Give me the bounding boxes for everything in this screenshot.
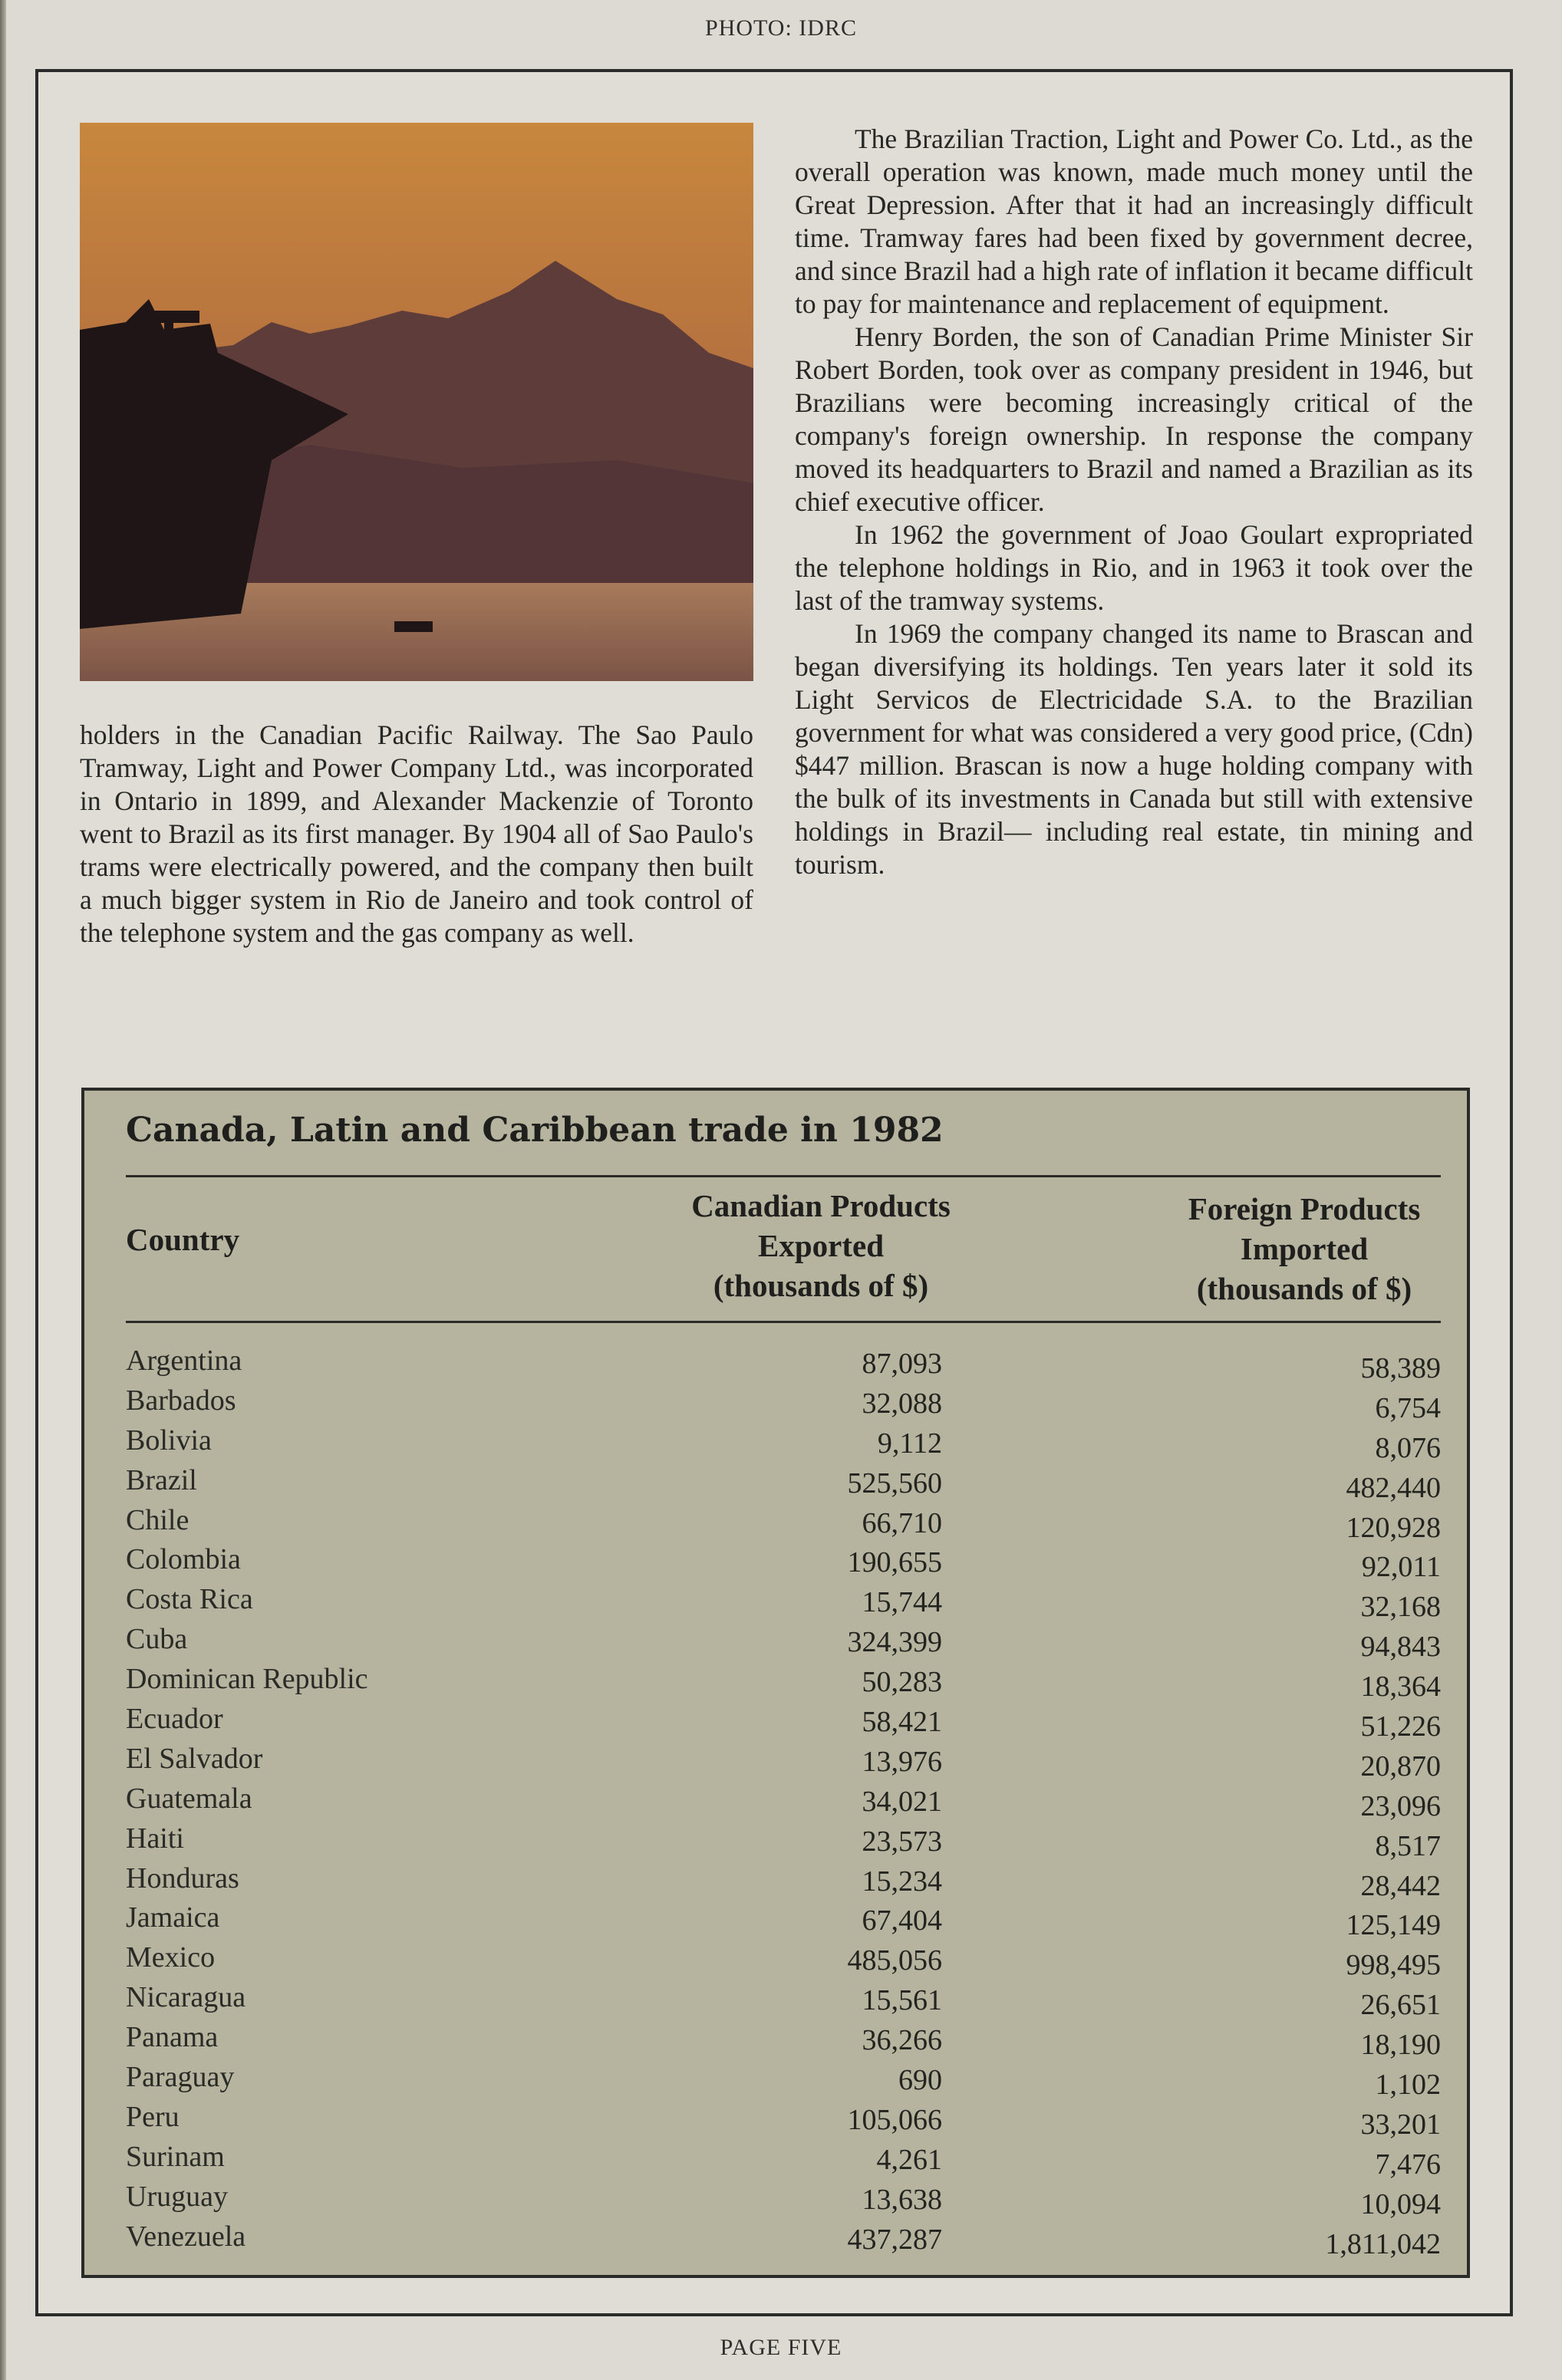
photo-credit: PHOTO: IDRC bbox=[705, 15, 857, 41]
table-row: Paraguay 690 1,102 bbox=[126, 2061, 1441, 2102]
paragraph: In 1969 the company changed its name to Brascan and began diversifying its holdings. Ten years later it sold its Light Servicos de Electricidade S.A. to the Brazilian government for what was considered a very good price, (Cdn) $447 million. Brascan is now a huge holding company with the bulk of its investments in Canada but still with extensive holdings in Brazil— including real estate, tin mining and tourism. bbox=[795, 618, 1473, 880]
paragraph: Henry Borden, the son of Canadian Prime Minister Sir Robert Borden, took over as company president in 1946, but Brazilians were becoming increasingly critical of the company's foreign ownership. In response the company moved its headquarters to Brazil and named a Brazilian as its chief executive officer. bbox=[795, 321, 1473, 517]
paragraph: In 1962 the government of Joao Goulart expropriated the telephone holdings in Rio, and in 1963 it took over the last of the tramway systems. bbox=[795, 519, 1473, 616]
table-row: Chile 66,710 120,928 bbox=[126, 1503, 1441, 1544]
right-text-column bbox=[795, 123, 1473, 881]
paragraph: holders in the Canadian Pacific Railway. The Sao Paulo Tramway, Light and Power Company Ltd., was incorporated in Ontario in 1899, and Alexander Mackenzie of Toronto went to Brazil as its first manager. By 1904 all of Sao Paulo's trams were electrically powered, and the company then built a much bigger system in Rio de Janeiro and took control of the telephone system and the gas company as well. bbox=[80, 719, 753, 948]
table-row: Bolivia 9,112 8,076 bbox=[126, 1424, 1441, 1464]
table-row: Argentina 87,093 58,389 bbox=[126, 1345, 1441, 1384]
table-row: Brazil 525,560 482,440 bbox=[126, 1463, 1441, 1504]
table-row: Honduras 15,234 28,442 bbox=[126, 1862, 1441, 1902]
table-row: Peru 105,066 33,201 bbox=[126, 2100, 1441, 2141]
ship-silhouette-image bbox=[80, 123, 753, 681]
table-row: Colombia 190,655 92,011 bbox=[126, 1543, 1441, 1584]
table-row: Surinam 4,261 7,476 bbox=[126, 2140, 1441, 2181]
table-row: Nicaragua 15,561 26,651 bbox=[126, 1981, 1441, 2022]
table-row: Ecuador 58,421 51,226 bbox=[126, 1703, 1441, 1743]
table-row: Panama 36,266 18,190 bbox=[126, 2021, 1441, 2062]
table-row: Cuba 324,399 94,843 bbox=[126, 1623, 1441, 1664]
left-text-column bbox=[80, 719, 753, 950]
column-header-exported: Canadian Products Exported (thousands of $) bbox=[691, 1188, 951, 1303]
harbor-sunset-photo bbox=[80, 123, 753, 681]
table-row: Haiti 23,573 8,517 bbox=[126, 1822, 1441, 1862]
title-rule bbox=[126, 1175, 1441, 1177]
table-row: Guatemala 34,021 23,096 bbox=[126, 1782, 1441, 1822]
table-title: Canada, Latin and Caribbean trade in 1982 bbox=[126, 1111, 944, 1150]
page-number: PAGE FIVE bbox=[720, 2335, 842, 2360]
table-row: Mexico 485,056 998,495 bbox=[126, 1941, 1441, 1982]
page-spine bbox=[0, 0, 6, 2380]
table-row: Costa Rica 15,744 32,168 bbox=[126, 1583, 1441, 1624]
column-header-country: Country bbox=[126, 1222, 240, 1257]
table-body bbox=[126, 1344, 1441, 2259]
paragraph: The Brazilian Traction, Light and Power Co. Ltd., as the overall operation was known, made much money until the Great Depression. After that it had an increasingly difficult time. Tramway fares had been fixed by government decree, and since Brazil had a high rate of inflation it became difficult to pay for maintenance and replacement of equipment. bbox=[795, 123, 1473, 319]
table-row: Jamaica 67,404 125,149 bbox=[126, 1901, 1441, 1942]
table-row: El Salvador 13,976 20,870 bbox=[126, 1742, 1441, 1783]
table-row: Dominican Republic 50,283 18,364 bbox=[126, 1663, 1441, 1704]
table-row: Venezuela 437,287 1,811,042 bbox=[126, 2220, 1441, 2260]
trade-table bbox=[81, 1088, 1470, 2278]
table-row: Uruguay 13,638 10,094 bbox=[126, 2180, 1441, 2220]
header-rule bbox=[126, 1321, 1441, 1323]
column-header-imported: Foreign Products Imported (thousands of $) bbox=[1188, 1191, 1421, 1306]
table-row: Barbados 32,088 6,754 bbox=[126, 1384, 1441, 1424]
